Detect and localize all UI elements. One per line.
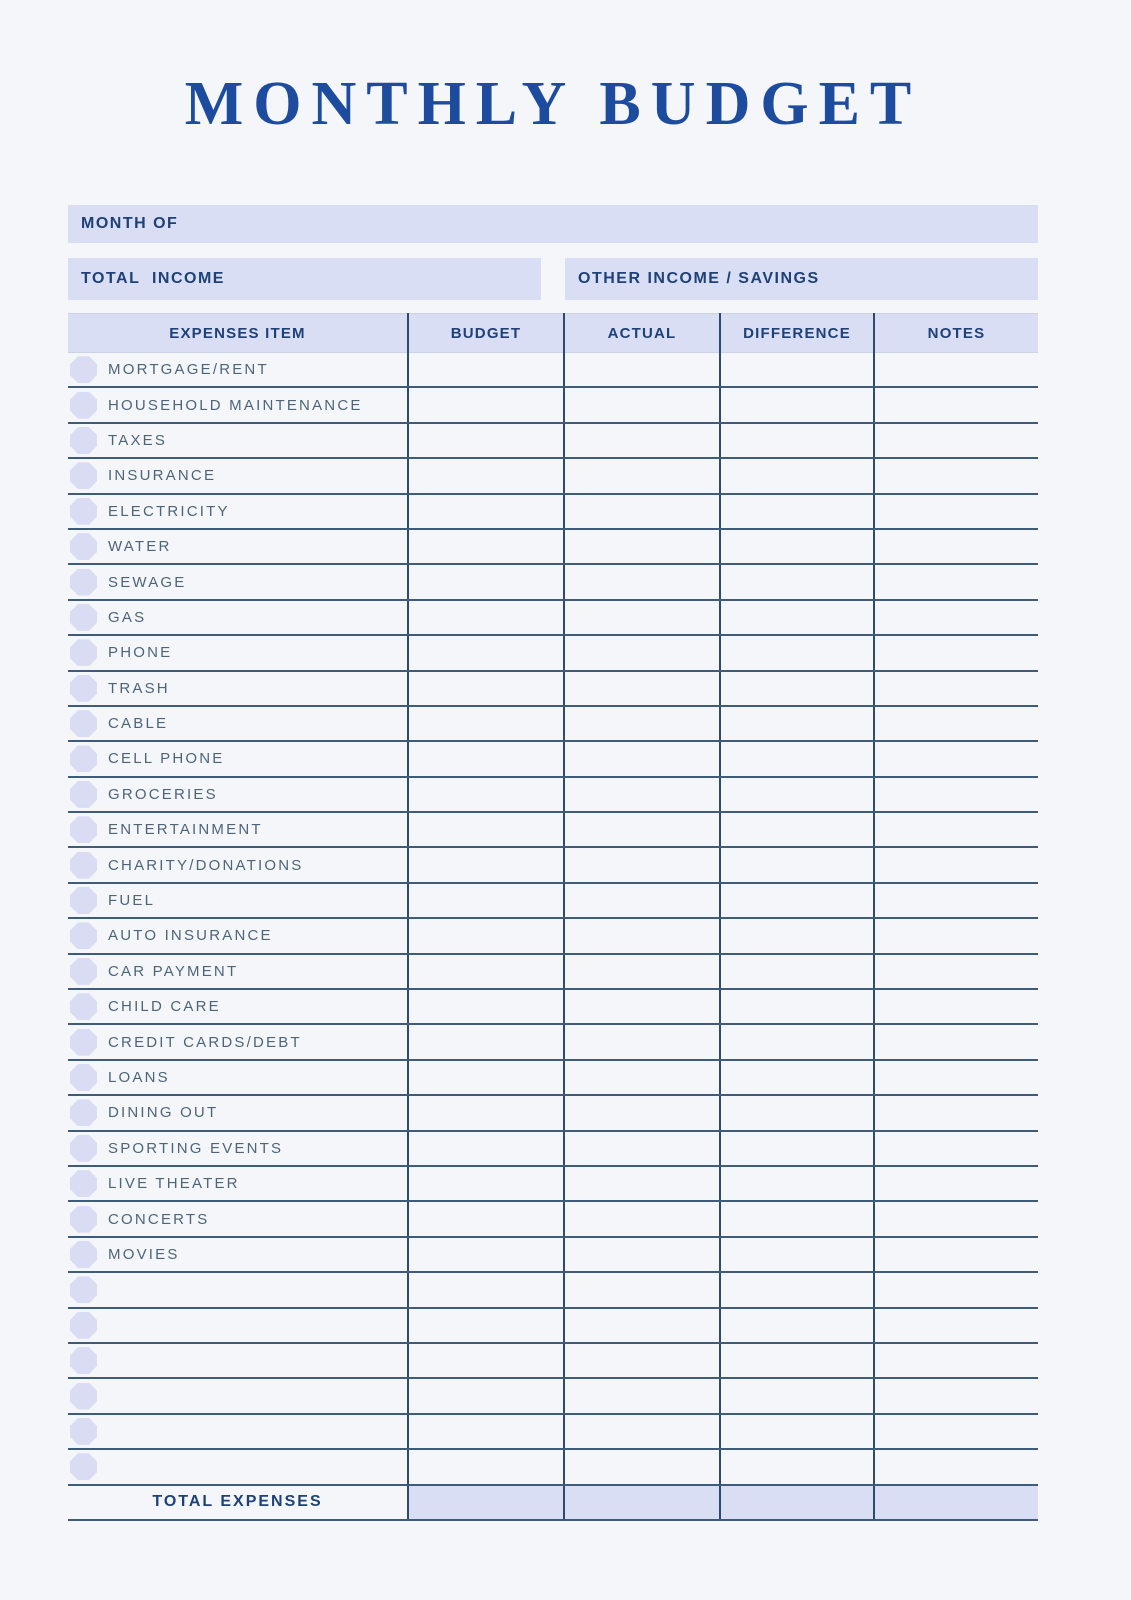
difference-cell[interactable] bbox=[720, 1414, 874, 1449]
bullet-icon bbox=[70, 958, 97, 985]
notes-cell[interactable] bbox=[874, 494, 1038, 529]
bullet-icon bbox=[70, 1029, 97, 1056]
difference-cell[interactable] bbox=[720, 423, 874, 458]
expense-item-label: ENTERTAINMENT bbox=[108, 821, 263, 839]
actual-cell[interactable] bbox=[564, 812, 720, 847]
budget-cell[interactable] bbox=[408, 1201, 564, 1236]
budget-cell[interactable] bbox=[408, 777, 564, 812]
notes-cell[interactable] bbox=[874, 1414, 1038, 1449]
expense-item-label: MOVIES bbox=[108, 1245, 180, 1263]
actual-cell[interactable] bbox=[564, 1237, 720, 1272]
budget-cell[interactable] bbox=[408, 706, 564, 741]
actual-cell[interactable] bbox=[564, 1095, 720, 1130]
expense-row bbox=[68, 954, 1038, 989]
notes-cell[interactable] bbox=[874, 423, 1038, 458]
difference-cell[interactable] bbox=[720, 777, 874, 812]
bullet-icon bbox=[70, 1276, 97, 1303]
bullet-icon bbox=[70, 887, 97, 914]
budget-cell[interactable] bbox=[408, 1024, 564, 1059]
difference-cell[interactable] bbox=[720, 1131, 874, 1166]
notes-cell[interactable] bbox=[874, 883, 1038, 918]
budget-cell[interactable] bbox=[408, 1449, 564, 1484]
expense-row bbox=[68, 1272, 1038, 1307]
bullet-icon bbox=[70, 1206, 97, 1233]
header-notes: NOTES bbox=[874, 314, 1038, 353]
expense-item-label: FUEL bbox=[108, 892, 156, 910]
bullet-icon bbox=[70, 569, 97, 596]
notes-cell[interactable] bbox=[874, 989, 1038, 1024]
expense-row bbox=[68, 1060, 1038, 1095]
actual-cell[interactable] bbox=[564, 564, 720, 599]
budget-cell[interactable] bbox=[408, 1060, 564, 1095]
expense-row bbox=[68, 564, 1038, 599]
expense-item-label: HOUSEHOLD MAINTENANCE bbox=[108, 396, 363, 414]
other-income-savings-label: OTHER INCOME / SAVINGS bbox=[578, 270, 820, 287]
expense-row bbox=[68, 1449, 1038, 1484]
actual-cell[interactable] bbox=[564, 1378, 720, 1413]
difference-cell[interactable] bbox=[720, 954, 874, 989]
notes-cell[interactable] bbox=[874, 1343, 1038, 1378]
actual-cell[interactable] bbox=[564, 1166, 720, 1201]
bullet-icon bbox=[70, 427, 97, 454]
expense-item-label: SPORTING EVENTS bbox=[108, 1139, 284, 1157]
expense-item-label: MORTGAGE/RENT bbox=[108, 361, 269, 379]
expense-item-label: CABLE bbox=[108, 715, 169, 733]
difference-cell[interactable] bbox=[720, 1024, 874, 1059]
difference-cell[interactable] bbox=[720, 1308, 874, 1343]
budget-cell[interactable] bbox=[408, 1166, 564, 1201]
budget-cell[interactable] bbox=[408, 458, 564, 493]
expense-row bbox=[68, 1343, 1038, 1378]
difference-cell[interactable] bbox=[720, 1343, 874, 1378]
notes-cell[interactable] bbox=[874, 706, 1038, 741]
budget-cell[interactable] bbox=[408, 494, 564, 529]
actual-cell[interactable] bbox=[564, 1343, 720, 1378]
expense-row bbox=[68, 494, 1038, 529]
notes-cell[interactable] bbox=[874, 1308, 1038, 1343]
bullet-icon bbox=[70, 604, 97, 631]
notes-cell[interactable] bbox=[874, 847, 1038, 882]
difference-cell[interactable] bbox=[720, 671, 874, 706]
actual-cell[interactable] bbox=[564, 1060, 720, 1095]
actual-cell[interactable] bbox=[564, 1201, 720, 1236]
expense-item-label: AUTO INSURANCE bbox=[108, 927, 273, 945]
expense-item-label: CHARITY/DONATIONS bbox=[108, 856, 304, 874]
actual-cell[interactable] bbox=[564, 387, 720, 422]
budget-cell[interactable] bbox=[408, 883, 564, 918]
bullet-icon bbox=[70, 1064, 97, 1091]
bullet-icon bbox=[70, 675, 97, 702]
month-of-label: MONTH OF bbox=[81, 215, 179, 232]
other-income-savings-field[interactable] bbox=[565, 258, 1038, 300]
difference-cell[interactable] bbox=[720, 847, 874, 882]
expense-row bbox=[68, 1131, 1038, 1166]
actual-cell[interactable] bbox=[564, 423, 720, 458]
total-notes-cell[interactable] bbox=[874, 1485, 1038, 1520]
expense-row bbox=[68, 423, 1038, 458]
difference-cell[interactable] bbox=[720, 1378, 874, 1413]
notes-cell[interactable] bbox=[874, 1449, 1038, 1484]
actual-cell[interactable] bbox=[564, 847, 720, 882]
bullet-icon bbox=[70, 1099, 97, 1126]
bullet-icon bbox=[70, 392, 97, 419]
notes-cell[interactable] bbox=[874, 1201, 1038, 1236]
difference-cell[interactable] bbox=[720, 706, 874, 741]
expense-row bbox=[68, 1378, 1038, 1413]
bullet-icon bbox=[70, 852, 97, 879]
difference-cell[interactable] bbox=[720, 1060, 874, 1095]
notes-cell[interactable] bbox=[874, 1095, 1038, 1130]
budget-cell[interactable] bbox=[408, 564, 564, 599]
header-expenses-item: EXPENSES ITEM bbox=[68, 314, 408, 353]
expense-item-label: CREDIT CARDS/DEBT bbox=[108, 1033, 302, 1051]
expense-row bbox=[68, 529, 1038, 564]
notes-cell[interactable] bbox=[874, 1024, 1038, 1059]
budget-cell[interactable] bbox=[408, 1378, 564, 1413]
bullet-icon bbox=[70, 781, 97, 808]
page-title: MONTHLY BUDGET bbox=[184, 70, 922, 138]
expense-row bbox=[68, 918, 1038, 953]
actual-cell[interactable] bbox=[564, 1272, 720, 1307]
notes-cell[interactable] bbox=[874, 529, 1038, 564]
expense-item-label: LIVE THEATER bbox=[108, 1175, 240, 1193]
actual-cell[interactable] bbox=[564, 1024, 720, 1059]
total-income-field[interactable] bbox=[68, 258, 541, 300]
expense-row bbox=[68, 671, 1038, 706]
expense-item-label: GAS bbox=[108, 608, 147, 626]
notes-cell[interactable] bbox=[874, 777, 1038, 812]
expense-row bbox=[68, 777, 1038, 812]
actual-cell[interactable] bbox=[564, 600, 720, 635]
actual-cell[interactable] bbox=[564, 635, 720, 670]
expense-item-label: CAR PAYMENT bbox=[108, 962, 239, 980]
notes-cell[interactable] bbox=[874, 1131, 1038, 1166]
notes-cell[interactable] bbox=[874, 671, 1038, 706]
header-actual: ACTUAL bbox=[564, 314, 720, 353]
budget-cell[interactable] bbox=[408, 387, 564, 422]
expense-row bbox=[68, 1237, 1038, 1272]
budget-cell[interactable] bbox=[408, 918, 564, 953]
expense-row bbox=[68, 706, 1038, 741]
bullet-icon bbox=[70, 993, 97, 1020]
actual-cell[interactable] bbox=[564, 741, 720, 776]
notes-cell[interactable] bbox=[874, 741, 1038, 776]
bullet-icon bbox=[70, 1312, 97, 1339]
notes-cell[interactable] bbox=[874, 918, 1038, 953]
bullet-icon bbox=[70, 816, 97, 843]
expense-row bbox=[68, 741, 1038, 776]
actual-cell[interactable] bbox=[564, 1449, 720, 1484]
notes-cell[interactable] bbox=[874, 1237, 1038, 1272]
actual-cell[interactable] bbox=[564, 353, 720, 388]
difference-cell[interactable] bbox=[720, 600, 874, 635]
expense-item-label: TRASH bbox=[108, 679, 170, 697]
notes-cell[interactable] bbox=[874, 600, 1038, 635]
expense-item-label: INSURANCE bbox=[108, 467, 217, 485]
expense-item-label: WATER bbox=[108, 538, 172, 556]
budget-cell[interactable] bbox=[408, 1131, 564, 1166]
bullet-icon bbox=[70, 533, 97, 560]
total-expenses-label: TOTAL EXPENSES bbox=[68, 1485, 408, 1520]
expense-row bbox=[68, 1166, 1038, 1201]
actual-cell[interactable] bbox=[564, 918, 720, 953]
expenses-table bbox=[68, 313, 1038, 1521]
bullet-icon bbox=[70, 1418, 97, 1445]
total-actual-cell[interactable] bbox=[564, 1485, 720, 1520]
difference-cell[interactable] bbox=[720, 1166, 874, 1201]
notes-cell[interactable] bbox=[874, 1378, 1038, 1413]
difference-cell[interactable] bbox=[720, 1237, 874, 1272]
budget-cell[interactable] bbox=[408, 1272, 564, 1307]
expense-rows bbox=[68, 353, 1038, 1485]
actual-cell[interactable] bbox=[564, 954, 720, 989]
notes-cell[interactable] bbox=[874, 635, 1038, 670]
expense-item-label: DINING OUT bbox=[108, 1104, 219, 1122]
expense-item-label: CONCERTS bbox=[108, 1210, 210, 1228]
budget-cell[interactable] bbox=[408, 1237, 564, 1272]
actual-cell[interactable] bbox=[564, 883, 720, 918]
actual-cell[interactable] bbox=[564, 529, 720, 564]
difference-cell[interactable] bbox=[720, 989, 874, 1024]
difference-cell[interactable] bbox=[720, 883, 874, 918]
difference-cell[interactable] bbox=[720, 635, 874, 670]
actual-cell[interactable] bbox=[564, 777, 720, 812]
difference-cell[interactable] bbox=[720, 353, 874, 388]
difference-cell[interactable] bbox=[720, 564, 874, 599]
difference-cell[interactable] bbox=[720, 458, 874, 493]
actual-cell[interactable] bbox=[564, 989, 720, 1024]
notes-cell[interactable] bbox=[874, 458, 1038, 493]
expense-item-label: SEWAGE bbox=[108, 573, 187, 591]
expense-row bbox=[68, 847, 1038, 882]
bullet-icon bbox=[70, 1347, 97, 1374]
budget-cell[interactable] bbox=[408, 600, 564, 635]
bullet-icon bbox=[70, 1241, 97, 1268]
bullet-icon bbox=[70, 356, 97, 383]
budget-cell[interactable] bbox=[408, 847, 564, 882]
difference-cell[interactable] bbox=[720, 741, 874, 776]
actual-cell[interactable] bbox=[564, 1414, 720, 1449]
bullet-icon bbox=[70, 710, 97, 737]
budget-cell[interactable] bbox=[408, 954, 564, 989]
total-difference-cell[interactable] bbox=[720, 1485, 874, 1520]
expense-row bbox=[68, 883, 1038, 918]
expense-row bbox=[68, 1024, 1038, 1059]
actual-cell[interactable] bbox=[564, 458, 720, 493]
income-row bbox=[68, 258, 1038, 300]
total-expenses-row bbox=[68, 1485, 1038, 1520]
expense-row bbox=[68, 989, 1038, 1024]
bullet-icon bbox=[70, 639, 97, 666]
difference-cell[interactable] bbox=[720, 918, 874, 953]
month-of-field[interactable] bbox=[68, 205, 1038, 243]
expense-row bbox=[68, 387, 1038, 422]
total-budget-cell[interactable] bbox=[408, 1485, 564, 1520]
budget-cell[interactable] bbox=[408, 635, 564, 670]
bullet-icon bbox=[70, 1453, 97, 1480]
expense-row bbox=[68, 1201, 1038, 1236]
header-budget: BUDGET bbox=[408, 314, 564, 353]
expense-item-label: ELECTRICITY bbox=[108, 502, 230, 520]
budget-cell[interactable] bbox=[408, 812, 564, 847]
budget-cell[interactable] bbox=[408, 353, 564, 388]
expense-item-label: LOANS bbox=[108, 1069, 170, 1086]
notes-cell[interactable] bbox=[874, 564, 1038, 599]
actual-cell[interactable] bbox=[564, 706, 720, 741]
header-difference: DIFFERENCE bbox=[720, 314, 874, 353]
bullet-icon bbox=[70, 922, 97, 949]
bullet-icon bbox=[70, 745, 97, 772]
difference-cell[interactable] bbox=[720, 494, 874, 529]
total-income-label: TOTAL INCOME bbox=[81, 270, 225, 287]
expense-item-label: GROCERIES bbox=[108, 785, 218, 803]
budget-cell[interactable] bbox=[408, 423, 564, 458]
actual-cell[interactable] bbox=[564, 1131, 720, 1166]
budget-cell[interactable] bbox=[408, 1095, 564, 1130]
bullet-icon bbox=[70, 1170, 97, 1197]
expense-row bbox=[68, 600, 1038, 635]
notes-cell[interactable] bbox=[874, 1166, 1038, 1201]
difference-cell[interactable] bbox=[720, 1449, 874, 1484]
expense-item-label: CELL PHONE bbox=[108, 750, 225, 768]
expense-row bbox=[68, 812, 1038, 847]
expense-item-label: CHILD CARE bbox=[108, 998, 221, 1016]
difference-cell[interactable] bbox=[720, 1201, 874, 1236]
difference-cell[interactable] bbox=[720, 1272, 874, 1307]
table-header-row bbox=[68, 314, 1038, 353]
difference-cell[interactable] bbox=[720, 387, 874, 422]
notes-cell[interactable] bbox=[874, 812, 1038, 847]
notes-cell[interactable] bbox=[874, 1060, 1038, 1095]
budget-cell[interactable] bbox=[408, 989, 564, 1024]
bullet-icon bbox=[70, 498, 97, 525]
actual-cell[interactable] bbox=[564, 671, 720, 706]
expense-item-label: TAXES bbox=[108, 431, 168, 449]
notes-cell[interactable] bbox=[874, 353, 1038, 388]
expense-row bbox=[68, 1095, 1038, 1130]
expense-item-label: PHONE bbox=[108, 644, 173, 662]
expense-row bbox=[68, 1308, 1038, 1343]
budget-cell[interactable] bbox=[408, 1414, 564, 1449]
budget-cell[interactable] bbox=[408, 529, 564, 564]
notes-cell[interactable] bbox=[874, 954, 1038, 989]
expense-row bbox=[68, 635, 1038, 670]
bullet-icon bbox=[70, 1383, 97, 1410]
bullet-icon bbox=[70, 1135, 97, 1162]
difference-cell[interactable] bbox=[720, 529, 874, 564]
actual-cell[interactable] bbox=[564, 494, 720, 529]
notes-cell[interactable] bbox=[874, 387, 1038, 422]
difference-cell[interactable] bbox=[720, 812, 874, 847]
budget-cell[interactable] bbox=[408, 1308, 564, 1343]
expense-row bbox=[68, 1414, 1038, 1449]
budget-cell[interactable] bbox=[408, 671, 564, 706]
budget-cell[interactable] bbox=[408, 1343, 564, 1378]
notes-cell[interactable] bbox=[874, 1272, 1038, 1307]
budget-cell[interactable] bbox=[408, 741, 564, 776]
expense-row bbox=[68, 353, 1038, 388]
expense-row bbox=[68, 458, 1038, 493]
actual-cell[interactable] bbox=[564, 1308, 720, 1343]
bullet-icon bbox=[70, 462, 97, 489]
difference-cell[interactable] bbox=[720, 1095, 874, 1130]
